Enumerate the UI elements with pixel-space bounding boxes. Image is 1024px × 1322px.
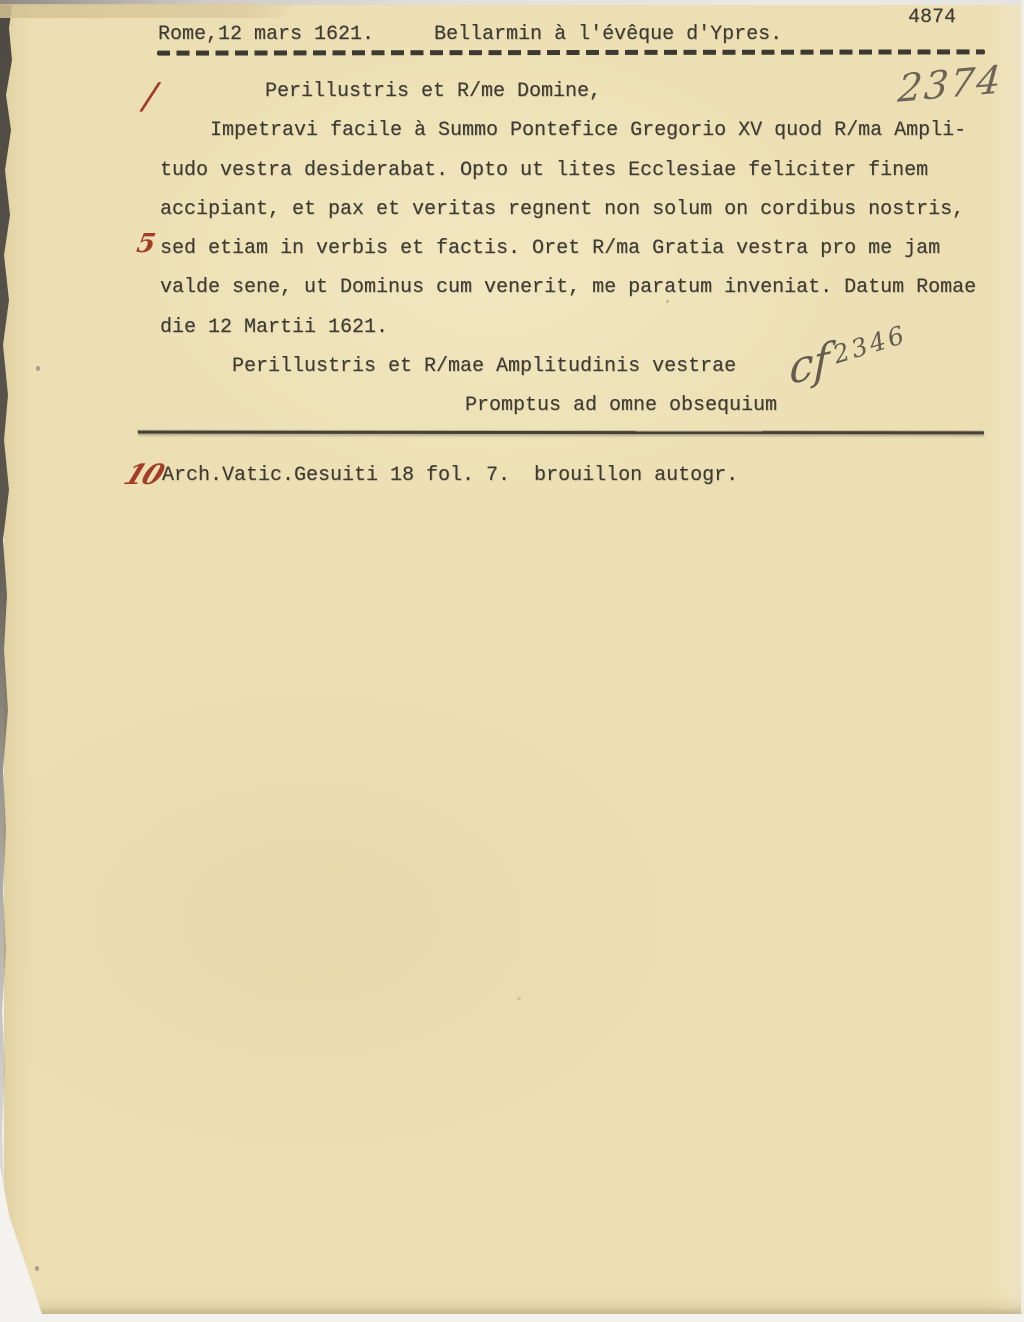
archive-page-number: 4874 xyxy=(908,6,957,29)
body-line: Impetravi facile à Summo Pontefice Gregorio XV quod R/ma Ampli- xyxy=(210,119,967,143)
paper-speck xyxy=(36,366,40,371)
torn-paper-edge xyxy=(0,0,20,1322)
handwritten-flourish: cf xyxy=(789,333,830,396)
closing-line: Perillustris et R/mae Amplitudinis vestrae xyxy=(232,355,737,379)
paper-speck xyxy=(35,1266,39,1271)
archive-reference: Arch.Vatic.Gesuiti 18 fol. 7. brouillon autogr. xyxy=(162,464,739,487)
body-line: accipiant, et pax et veritas regnent non solum on cordibus nostris, xyxy=(160,197,965,221)
closing-line: Promptus ad omne obsequium xyxy=(465,394,778,418)
body-line: valde sene, ut Dominus cum venerit, me paratum inveniat. Datum Romae xyxy=(160,276,977,300)
handwritten-number-top-right: 2374 xyxy=(896,57,1005,111)
handwritten-number: 2346 xyxy=(829,319,911,370)
page-bottom-shadow xyxy=(0,1307,1024,1314)
margin-line-mark-10: 10 xyxy=(119,458,168,491)
margin-line-mark-1: / xyxy=(141,73,160,119)
overlapping-page-corner xyxy=(0,4,302,18)
salutation-line: Perillustris et R/me Domine, xyxy=(265,80,602,103)
letter-heading: Rome,12 mars 1621. Bellarmin à l'évêque d'Ypres. xyxy=(158,23,783,46)
paper-speck xyxy=(517,997,521,1000)
body-line: tudo vestra desiderabat. Opto ut lites Ecclesiae feliciter finem xyxy=(160,158,929,182)
body-line: sed etiam in verbis et factis. Oret R/ma Gratia vestra pro me jam xyxy=(160,237,941,261)
body-line: die 12 Martii 1621. xyxy=(160,315,389,339)
margin-line-mark-5: 5 xyxy=(134,229,158,259)
scanner-background-bottom xyxy=(0,1314,1024,1322)
